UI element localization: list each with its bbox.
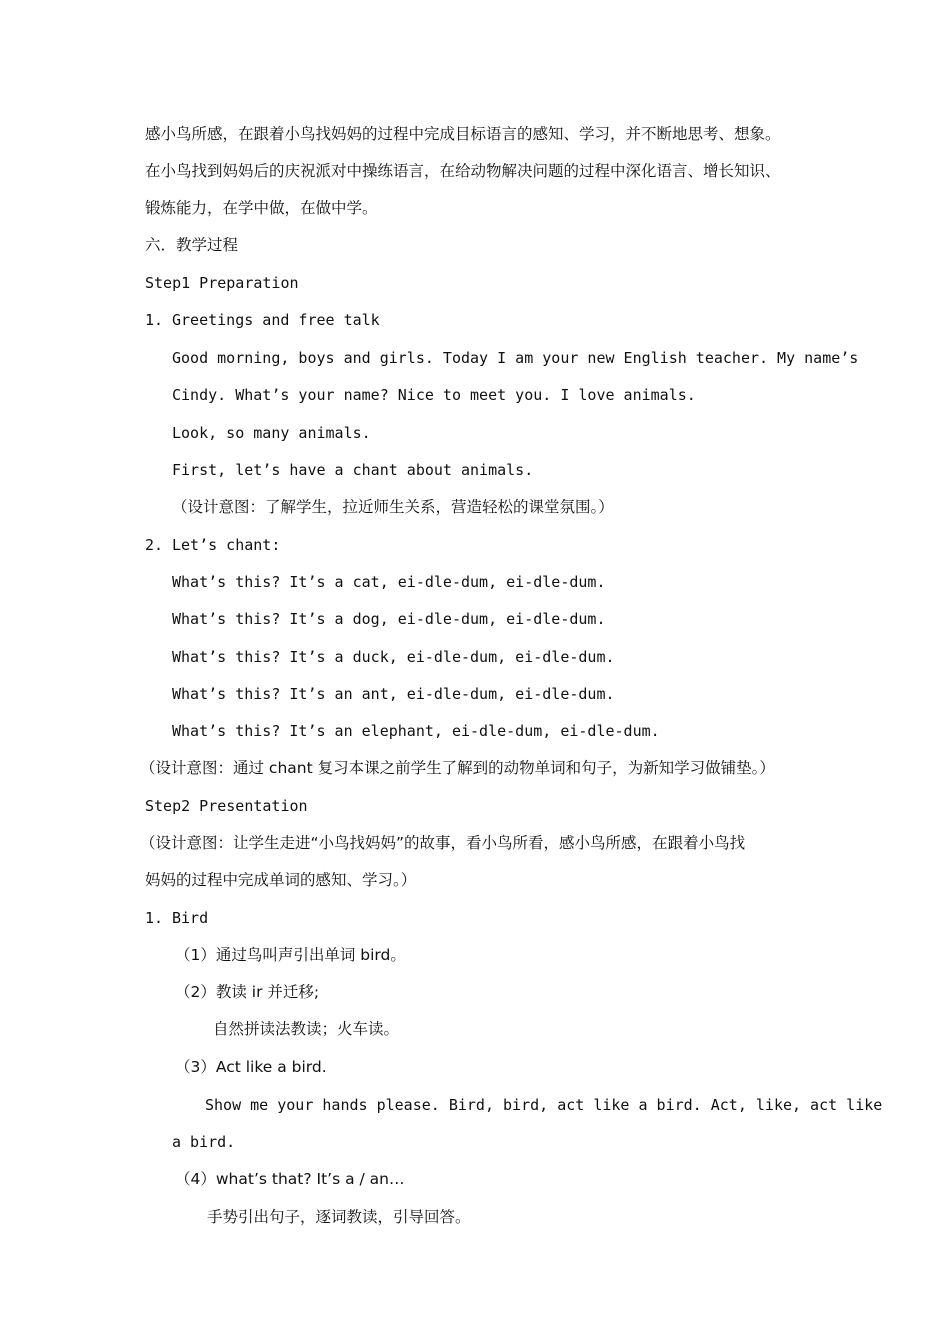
intro-line-1: 感小鸟所感，在跟着小鸟找妈妈的过程中完成目标语言的感知、学习，并不断地思考、想象。	[145, 125, 781, 143]
bird-sub-1: （1）通过鸟叫声引出单词 bird。	[175, 946, 406, 964]
bird-sub-3: （3）Act like a bird.	[175, 1058, 327, 1076]
step1-item2-design-note: （设计意图：通过 chant 复习本课之前学生了解到的动物单词和句子，为新知学习做铺垫。）	[140, 759, 775, 777]
chant-line-5: What’s this? It’s an elephant, ei-dle-dum, ei-dle-dum.	[172, 722, 660, 740]
chant-line-1: What’s this? It’s a cat, ei-dle-dum, ei-dle-dum.	[172, 573, 606, 591]
step1-item2-heading	[145, 535, 280, 555]
step1-title: Step1 Preparation	[145, 274, 299, 292]
step1-item1-title: Greetings and free talk	[172, 311, 380, 329]
intro-line-3: 锻炼能力，在学中做，在做中学。	[145, 199, 378, 217]
greeting-line-4: First, let’s have a chant about animals.	[172, 461, 534, 479]
step2-design-note-2: 妈妈的过程中完成单词的感知、学习。）	[145, 871, 417, 889]
bird-sub-3-detail-2: a bird.	[172, 1133, 236, 1151]
step1-item2-title: Let’s chant:	[172, 536, 281, 554]
bird-sub-4-detail: 手势引出句子，逐词教读，引导回答。	[207, 1208, 471, 1226]
step2-item1-number: 1.	[145, 909, 164, 927]
step2-design-note-1: （设计意图：让学生走进“小鸟找妈妈”的故事，看小鸟所看，感小鸟所感，在跟着小鸟找	[140, 834, 746, 852]
bird-sub-4: （4）what’s that? It’s a / an…	[175, 1170, 405, 1188]
step2-item1-heading	[145, 908, 208, 928]
section-heading: 六．教学过程	[145, 236, 239, 254]
bird-sub-3-detail-1: Show me your hands please. Bird, bird, act like a bird. Act, like, act like	[205, 1096, 883, 1114]
step2-item1-title: Bird	[172, 909, 209, 927]
greeting-line-1: Good morning, boys and girls. Today I am your new English teacher. My name’s	[172, 349, 859, 367]
greeting-line-3: Look, so many animals.	[172, 424, 371, 442]
step2-title: Step2 Presentation	[145, 797, 308, 815]
step1-item1-design-note: （设计意图：了解学生，拉近师生关系，营造轻松的课堂氛围。）	[172, 498, 614, 516]
chant-line-3: What’s this? It’s a duck, ei-dle-dum, ei-dle-dum.	[172, 648, 615, 666]
greeting-line-2: Cindy. What’s your name? Nice to meet you. I love animals.	[172, 386, 696, 404]
step1-item2-number: 2.	[145, 536, 164, 554]
step1-item1-heading	[145, 310, 380, 330]
step1-item1-number: 1.	[145, 311, 164, 329]
chant-line-2: What’s this? It’s a dog, ei-dle-dum, ei-dle-dum.	[172, 610, 606, 628]
intro-line-2: 在小鸟找到妈妈后的庆祝派对中操练语言，在给动物解决问题的过程中深化语言、增长知识、	[145, 162, 781, 180]
chant-line-4: What’s this? It’s an ant, ei-dle-dum, ei-dle-dum.	[172, 685, 615, 703]
bird-sub-2: （2）教读 ir 并迁移;	[175, 983, 320, 1001]
bird-sub-2-detail: 自然拼读法教读；火车读。	[213, 1020, 400, 1038]
